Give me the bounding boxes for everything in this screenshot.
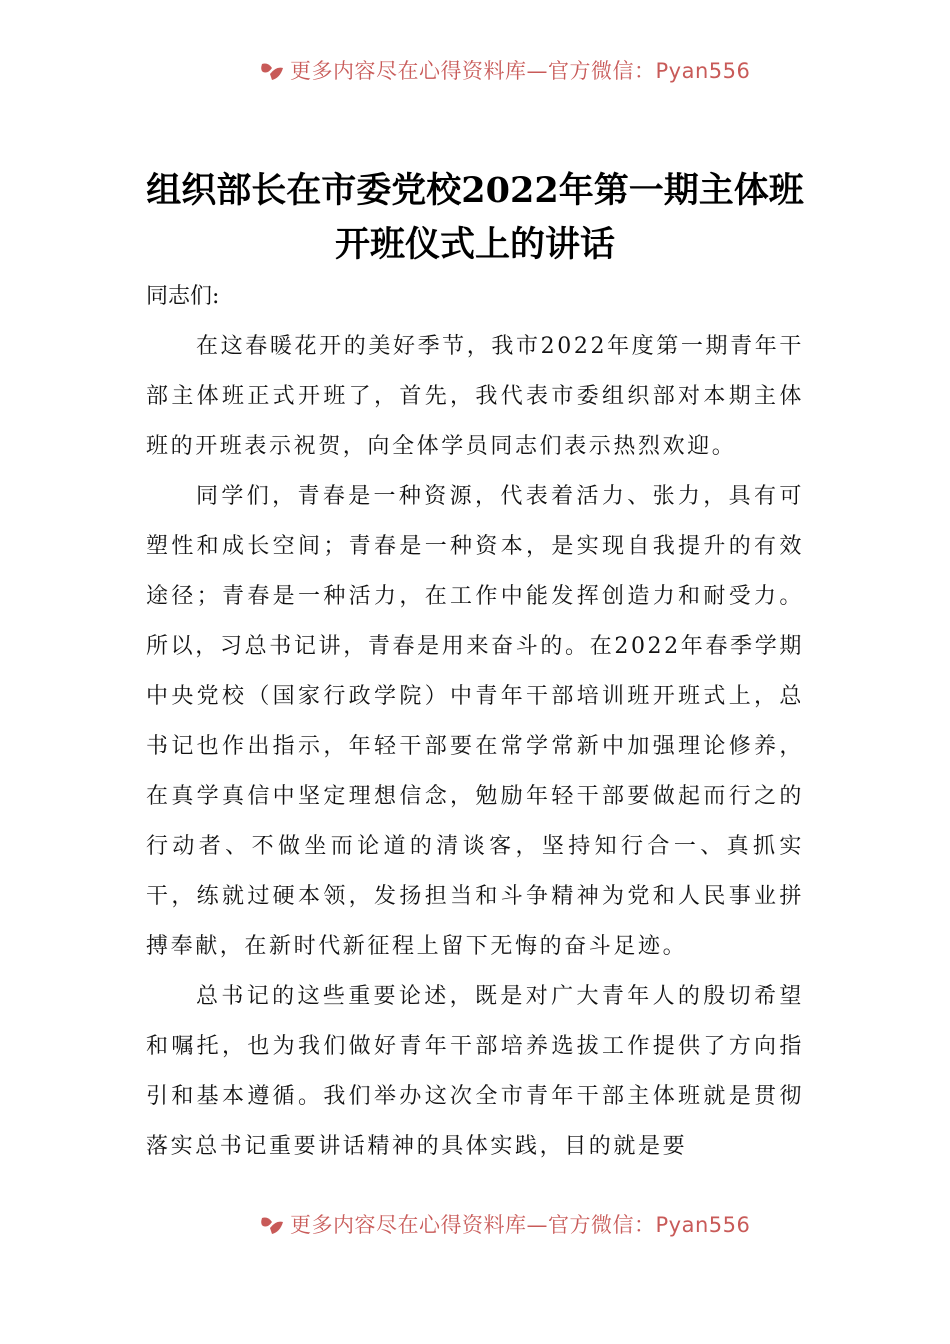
title-line-1: 组织部长在市委党校2022年第一期主体班 <box>146 170 804 211</box>
document-title <box>100 164 850 272</box>
logo-icon <box>258 60 286 82</box>
footer-watermark-banner <box>0 1208 950 1238</box>
greeting: 同志们: <box>146 284 220 309</box>
title-line-2: 开班仪式上的讲话 <box>334 224 615 265</box>
header-banner-text: 更多内容尽在心得资料库—官方微信：Pyan556 <box>290 59 751 83</box>
document-body <box>146 272 804 1172</box>
logo-icon <box>258 1214 286 1236</box>
header-watermark-banner <box>0 54 950 84</box>
paragraph-3: 总书记的这些重要论述，既是对广大青年人的殷切希望和嘱托，也为我们做好青年干部培养选拔工作提供了方向指引和基本遵循。我们举办这次全市青年干部主体班就是贯彻落实总书记重要讲话精神的具体实践，目的就是要 <box>146 984 804 1159</box>
paragraph-2: 同学们，青春是一种资源，代表着活力、张力，具有可塑性和成长空间；青春是一种资本，是实现自我提升的有效途径；青春是一种活力，在工作中能发挥创造力和耐受力。所以，习总书记讲，青春是用来奋斗的。在2022年春季学期中央党校（国家行政学院）中青年干部培训班开班式上，总书记也作出指示，年轻干部要在常学常新中加强理论修养，在真学真信中坚定理想信念，勉励年轻干部要做起而行之的行动者、不做坐而论道的清谈客，坚持知行合一、真抓实干，练就过硬本领，发扬担当和斗争精神为党和人民事业拼搏奉献，在新时代新征程上留下无悔的奋斗足迹。 <box>146 484 804 959</box>
footer-banner-text: 更多内容尽在心得资料库—官方微信：Pyan556 <box>290 1213 751 1237</box>
paragraph-1: 在这春暖花开的美好季节，我市2022年度第一期青年干部主体班正式开班了，首先，我代表市委组织部对本期主体班的开班表示祝贺，向全体学员同志们表示热烈欢迎。 <box>146 334 804 459</box>
